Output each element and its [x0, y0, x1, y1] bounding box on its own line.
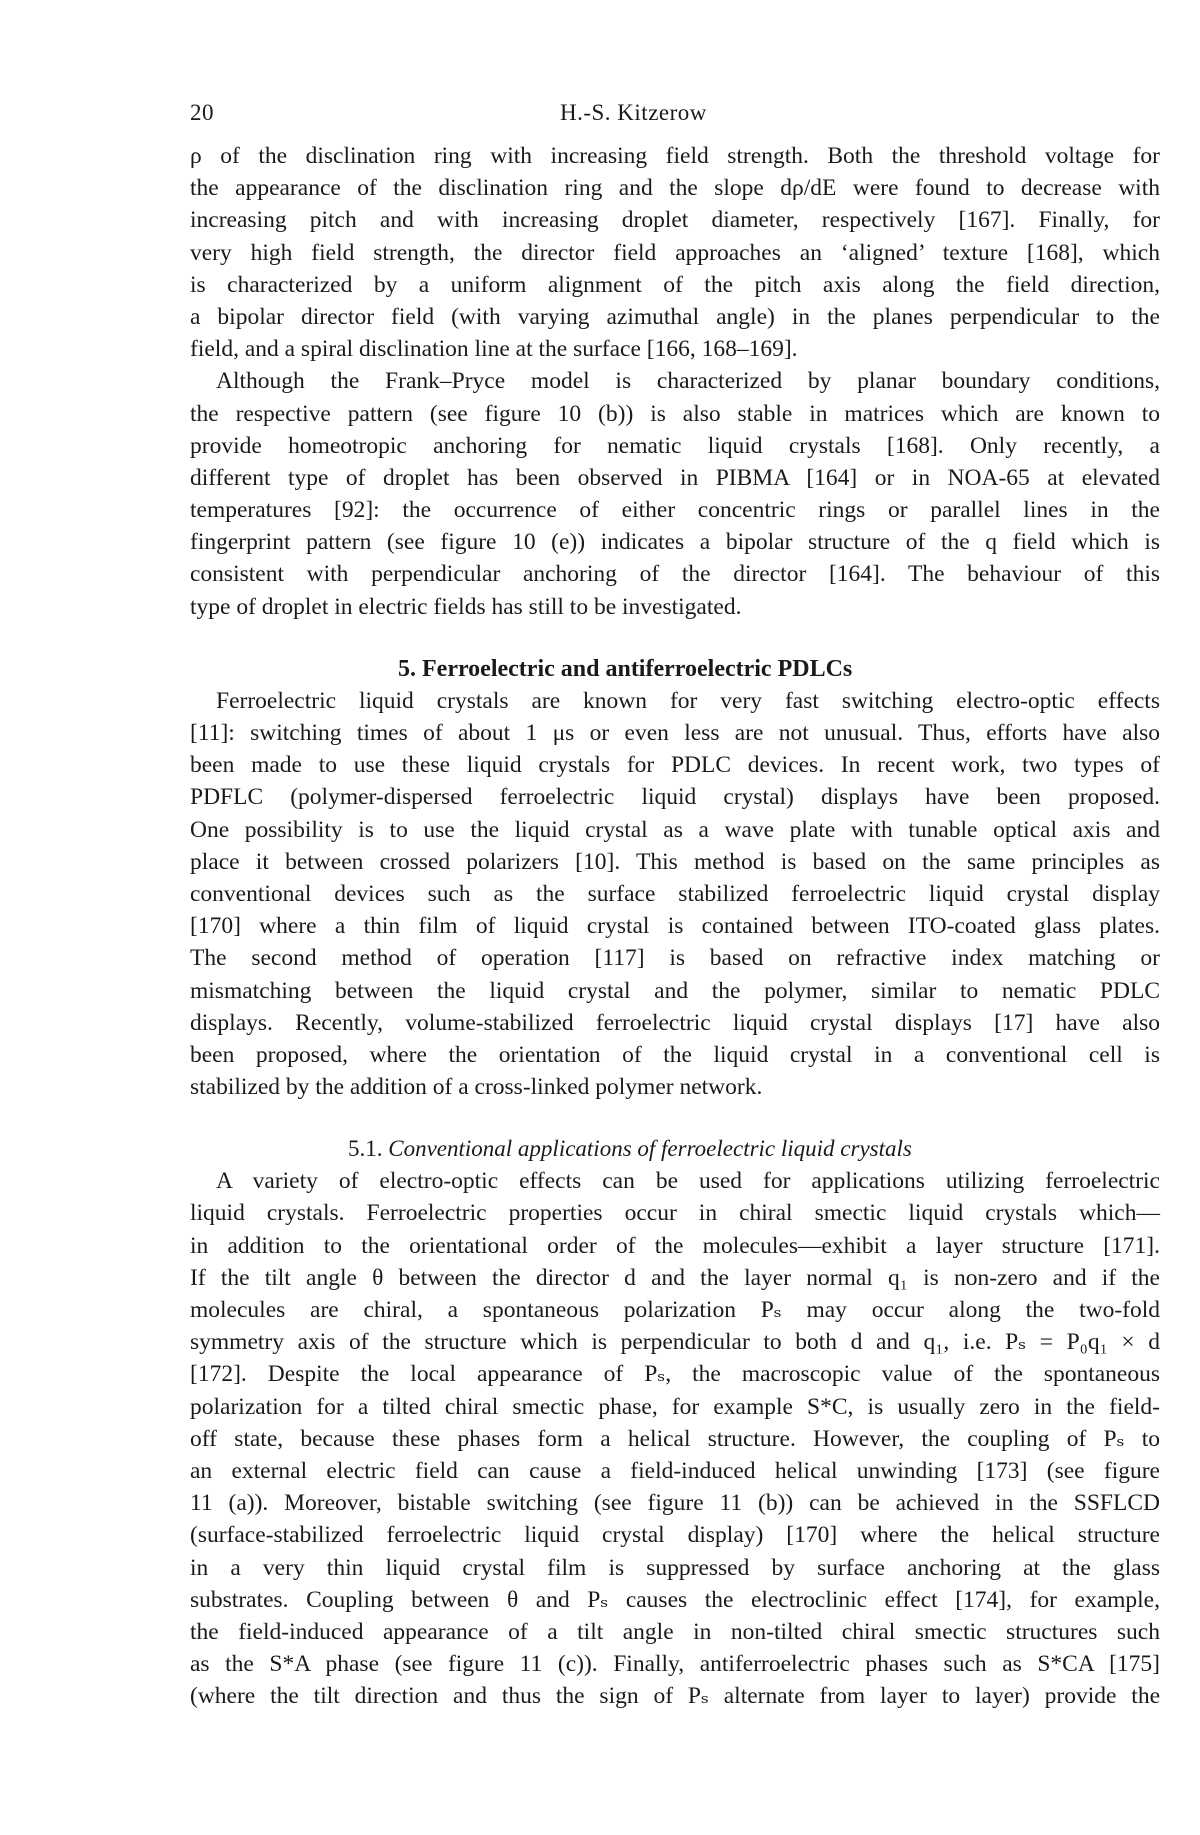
paragraph-disclination [190, 140, 1160, 365]
text-line: field, and a spiral disclination line at the surface [166, 168–169]. [190, 336, 798, 363]
text-line: [172]. Despite the local appearance of Pₛ, the macroscopic value of the spontaneous [190, 1361, 1160, 1388]
text-line: mismatching between the liquid crystal and the polymer, similar to nematic PDLC [190, 977, 1160, 1004]
text-line: is characterized by a uniform alignment of the pitch axis along the field direction, [190, 271, 1160, 298]
paragraph-frank-pryce [190, 365, 1160, 623]
text-line: been made to use these liquid crystals for PDLC devices. In recent work, two types of [190, 752, 1160, 779]
text-line: ρ of the disclination ring with increasing field strength. Both the threshold voltage for [190, 143, 1160, 169]
text-line: in a very thin liquid crystal film is suppressed by surface anchoring at the glass [190, 1554, 1160, 1581]
paragraph-conventional-applications [190, 1165, 1160, 1712]
text-line: very high field strength, the director field approaches an ‘aligned’ texture [168], which [190, 239, 1160, 266]
text-line: A variety of electro-optic effects can be used for applications utilizing ferroelectric [216, 1168, 1160, 1195]
text-line: stabilized by the addition of a cross-linked polymer network. [190, 1074, 763, 1101]
text-line: been proposed, where the orientation of the liquid crystal in a conventional cell is [190, 1041, 1160, 1068]
text-line: temperatures [92]: the occurrence of either concentric rings or parallel lines in the [190, 497, 1160, 524]
text-line: If the tilt angle θ between the director d and the layer normal q₁ is non-zero and if the [190, 1264, 1160, 1291]
text-line: consistent with perpendicular anchoring of the director [164]. The behaviour of this [190, 561, 1160, 588]
text-line: substrates. Coupling between θ and Pₛ causes the electroclinic effect [174], for example, [190, 1586, 1160, 1613]
subsection-title: Conventional applications of ferroelectric liquid crystals [388, 1136, 912, 1162]
text-line: 11 (a)). Moreover, bistable switching (see figure 11 (b)) can be achieved in the SSFLCD [190, 1490, 1160, 1517]
text-line: fingerprint pattern (see figure 10 (e)) indicates a bipolar structure of the q field which is [190, 529, 1160, 556]
text-line: PDFLC (polymer-dispersed ferroelectric liquid crystal) displays have been proposed. [190, 784, 1160, 811]
text-line: symmetry axis of the structure which is perpendicular to both d and q₁, i.e. Pₛ = P₀q₁ × d [190, 1329, 1160, 1356]
text-line: provide homeotropic anchoring for nematic liquid crystals [168]. Only recently, a [190, 432, 1160, 459]
text-line: conventional devices such as the surface stabilized ferroelectric liquid crystal display [190, 880, 1160, 907]
text-line: type of droplet in electric fields has still to be investigated. [190, 593, 742, 620]
page-number: 20 [190, 100, 214, 125]
text-line: [11]: switching times of about 1 μs or even less are not unusual. Thus, efforts have also [190, 720, 1160, 746]
text-line: off state, because these phases form a helical structure. However, the coupling of Pₛ to [190, 1425, 1160, 1452]
text-line: (surface-stabilized ferroelectric liquid crystal display) [170] where the helical structure [190, 1522, 1160, 1549]
text-line: Ferroelectric liquid crystals are known for very fast switching electro-optic effects [216, 687, 1160, 714]
text-line: in addition to the orientational order of the molecules—exhibit a layer structure [171]. [190, 1232, 1160, 1259]
subsection-number: 5.1. [348, 1136, 383, 1162]
section-heading: 5. Ferroelectric and antiferroelectric PDLCs [398, 655, 853, 682]
subsection-heading [190, 1133, 1160, 1165]
text-line: The second method of operation [117] is based on refractive index matching or [190, 945, 1160, 972]
running-head [190, 100, 1160, 136]
text-line: different type of droplet has been observed in PIBMA [164] or in NOA-65 at elevated [190, 464, 1160, 491]
text-line: as the S*A phase (see figure 11 (c)). Finally, antiferroelectric phases such as S*CA [175] [190, 1651, 1160, 1678]
text-line: a bipolar director field (with varying azimuthal angle) in the planes perpendicular to the [190, 303, 1160, 330]
text-line: Although the Frank–Pryce model is characterized by planar boundary conditions, [216, 368, 1160, 395]
document-page [190, 100, 1160, 1712]
running-head-author: H.-S. Kitzerow [560, 100, 707, 125]
text-line: One possibility is to use the liquid crystal as a wave plate with tunable optical axis and [190, 816, 1160, 843]
text-line: molecules are chiral, a spontaneous polarization Pₛ may occur along the two-fold [190, 1297, 1160, 1323]
text-line: (where the tilt direction and thus the sign of Pₛ alternate from layer to layer) provide the [190, 1683, 1160, 1710]
text-line: the respective pattern (see figure 10 (b)) is also stable in matrices which are known to [190, 400, 1160, 427]
text-line: [170] where a thin film of liquid crystal is contained between ITO-coated glass plates. [190, 913, 1160, 940]
text-line: the appearance of the disclination ring and the slope dρ/dE were found to decrease with [190, 175, 1160, 202]
text-line: displays. Recently, volume-stabilized ferroelectric liquid crystal displays [17] have also [190, 1009, 1160, 1036]
text-line: increasing pitch and with increasing droplet diameter, respectively [167]. Finally, for [190, 207, 1160, 234]
text-line: an external electric field can cause a field-induced helical unwinding [173] (see figure [190, 1457, 1160, 1484]
paragraph-ferroelectric-intro [190, 685, 1160, 1103]
text-line: place it between crossed polarizers [10]. This method is based on the same principles as [190, 848, 1160, 875]
text-line: the field-induced appearance of a tilt angle in non-tilted chiral smectic structures such [190, 1618, 1160, 1645]
text-line: polarization for a tilted chiral smectic phase, for example S*C, is usually zero in the field- [190, 1393, 1160, 1420]
text-line: liquid crystals. Ferroelectric properties occur in chiral smectic liquid crystals which— [190, 1200, 1160, 1227]
